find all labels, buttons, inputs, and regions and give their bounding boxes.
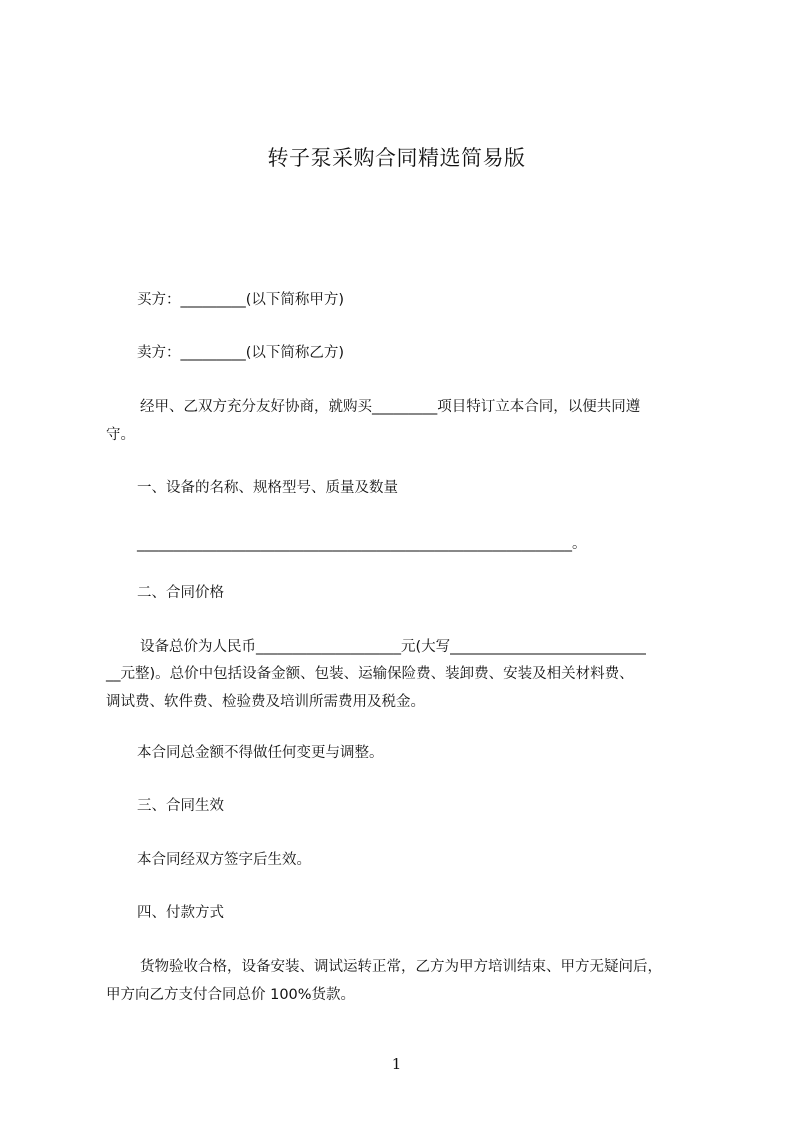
payment-paragraph-line-1: 货物验收合格，设备安装、调试运转正常，乙方为甲方培训结束、甲方无疑问后， — [140, 959, 662, 975]
section-4-heading: 四、付款方式 — [137, 905, 224, 921]
price-paragraph-line-3: 调试费、软件费、检验费及培训所需费用及税金。 — [106, 694, 425, 710]
section-3-text: 本合同经双方签字后生效。 — [137, 852, 311, 868]
section-1-blank-line: ____________________________________________________________。 — [137, 536, 587, 552]
price-note: 本合同总金额不得做任何变更与调整。 — [137, 745, 384, 761]
section-1-heading: 一、设备的名称、规格型号、质量及数量 — [137, 480, 398, 496]
payment-paragraph-line-2: 甲方向乙方支付合同总价 100%货款。 — [106, 987, 356, 1003]
price-paragraph-line-1: 设备总价为人民币____________________元(大写___________________________ — [140, 639, 646, 655]
section-3-heading: 三、合同生效 — [137, 798, 224, 814]
intro-paragraph-line-2: 守。 — [106, 427, 135, 443]
document-title: 转子泵采购合同精选简易版 — [267, 146, 526, 170]
section-2-heading: 二、合同价格 — [137, 585, 224, 601]
seller-line: 卖方：_________(以下简称乙方) — [137, 345, 345, 361]
price-paragraph-line-2: __元整)。总价中包括设备金额、包装、运输保险费、装卸费、安装及相关材料费、 — [106, 666, 634, 682]
intro-paragraph-line-1: 经甲、乙双方充分友好协商，就购买_________项目特订立本合同，以便共同遵 — [140, 399, 641, 415]
page-number: 1 — [391, 1055, 402, 1073]
buyer-line: 买方：_________(以下简称甲方) — [137, 292, 345, 308]
